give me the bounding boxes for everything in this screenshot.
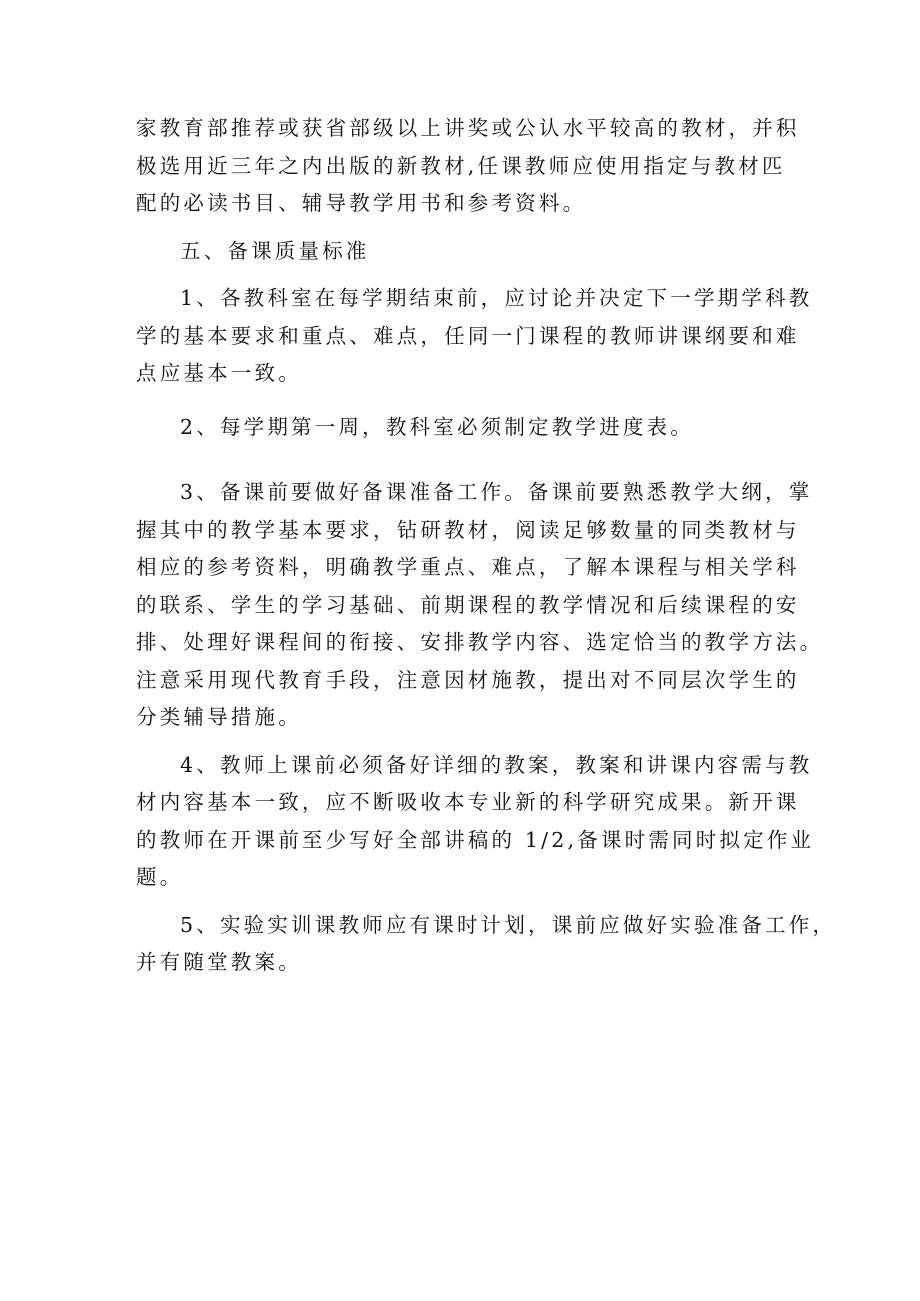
paragraph-line: 家教育部推荐或获省部级以上讲奖或公认水平较高的教材，并积 <box>136 116 800 140</box>
document-body <box>136 110 837 982</box>
paragraph-line: 排、处理好课程间的衔接、安排教学内容、选定恰当的教学方法。 <box>136 630 824 654</box>
carryover-paragraph <box>136 110 800 223</box>
paragraph-line: 点应基本一致。 <box>136 361 302 385</box>
paragraph-line: 的教师在开课前至少写好全部讲稿的 1/2,备课时需同时拟定作业 <box>136 827 815 852</box>
paragraph-line: 2、每学期第一周，教科室必须制定教学进度表。 <box>180 414 694 439</box>
paragraph-line: 题。 <box>136 865 184 889</box>
paragraph-line: 握其中的教学基本要求，钻研教材，阅读足够数量的同类教材与 <box>136 517 800 542</box>
paragraph-line: 3、备课前要做好备课准备工作。备课前要熟悉教学大纲，掌 <box>180 480 813 504</box>
paragraph-line: 学的基本要求和重点、难点，任同一门课程的教师讲课纲要和难 <box>136 323 800 348</box>
paragraph-line: 相应的参考资料，明确教学重点、难点，了解本课程与相关学科 <box>136 555 800 579</box>
paragraph-line: 注意采用现代教育手段，注意因材施教，提出对不同层次学生的 <box>136 667 800 692</box>
list-item <box>136 409 800 447</box>
paragraph-line: 极选用近三年之内出版的新教材,任课教师应使用指定与教材匹 <box>136 153 786 178</box>
paragraph-line: 4、教师上课前必须备好详细的教案，教案和讲课内容需与教 <box>180 752 813 777</box>
paragraph-line: 分类辅导措施。 <box>136 705 302 729</box>
section-heading <box>136 233 800 271</box>
list-item <box>136 474 824 737</box>
list-item <box>136 907 837 982</box>
paragraph-line: 5、实验实训课教师应有课时计划，课前应做好实验准备工作， <box>180 912 837 937</box>
list-item <box>136 747 815 897</box>
paragraph-line: 的联系、学生的学习基础、前期课程的教学情况和后续课程的安 <box>136 592 800 617</box>
paragraph-line: 1、各教科室在每学期结束前，应讨论并决定下一学期学科教 <box>180 286 813 310</box>
paragraph-line: 并有随堂教案。 <box>136 950 302 974</box>
list-item <box>136 280 813 393</box>
paragraph-line: 材内容基本一致，应不断吸收本专业新的科学研究成果。新开课 <box>136 790 800 814</box>
paragraph-line: 配的必读书目、辅导教学用书和参考资料。 <box>136 191 587 215</box>
section-heading-text: 五、备课质量标准 <box>180 238 370 263</box>
